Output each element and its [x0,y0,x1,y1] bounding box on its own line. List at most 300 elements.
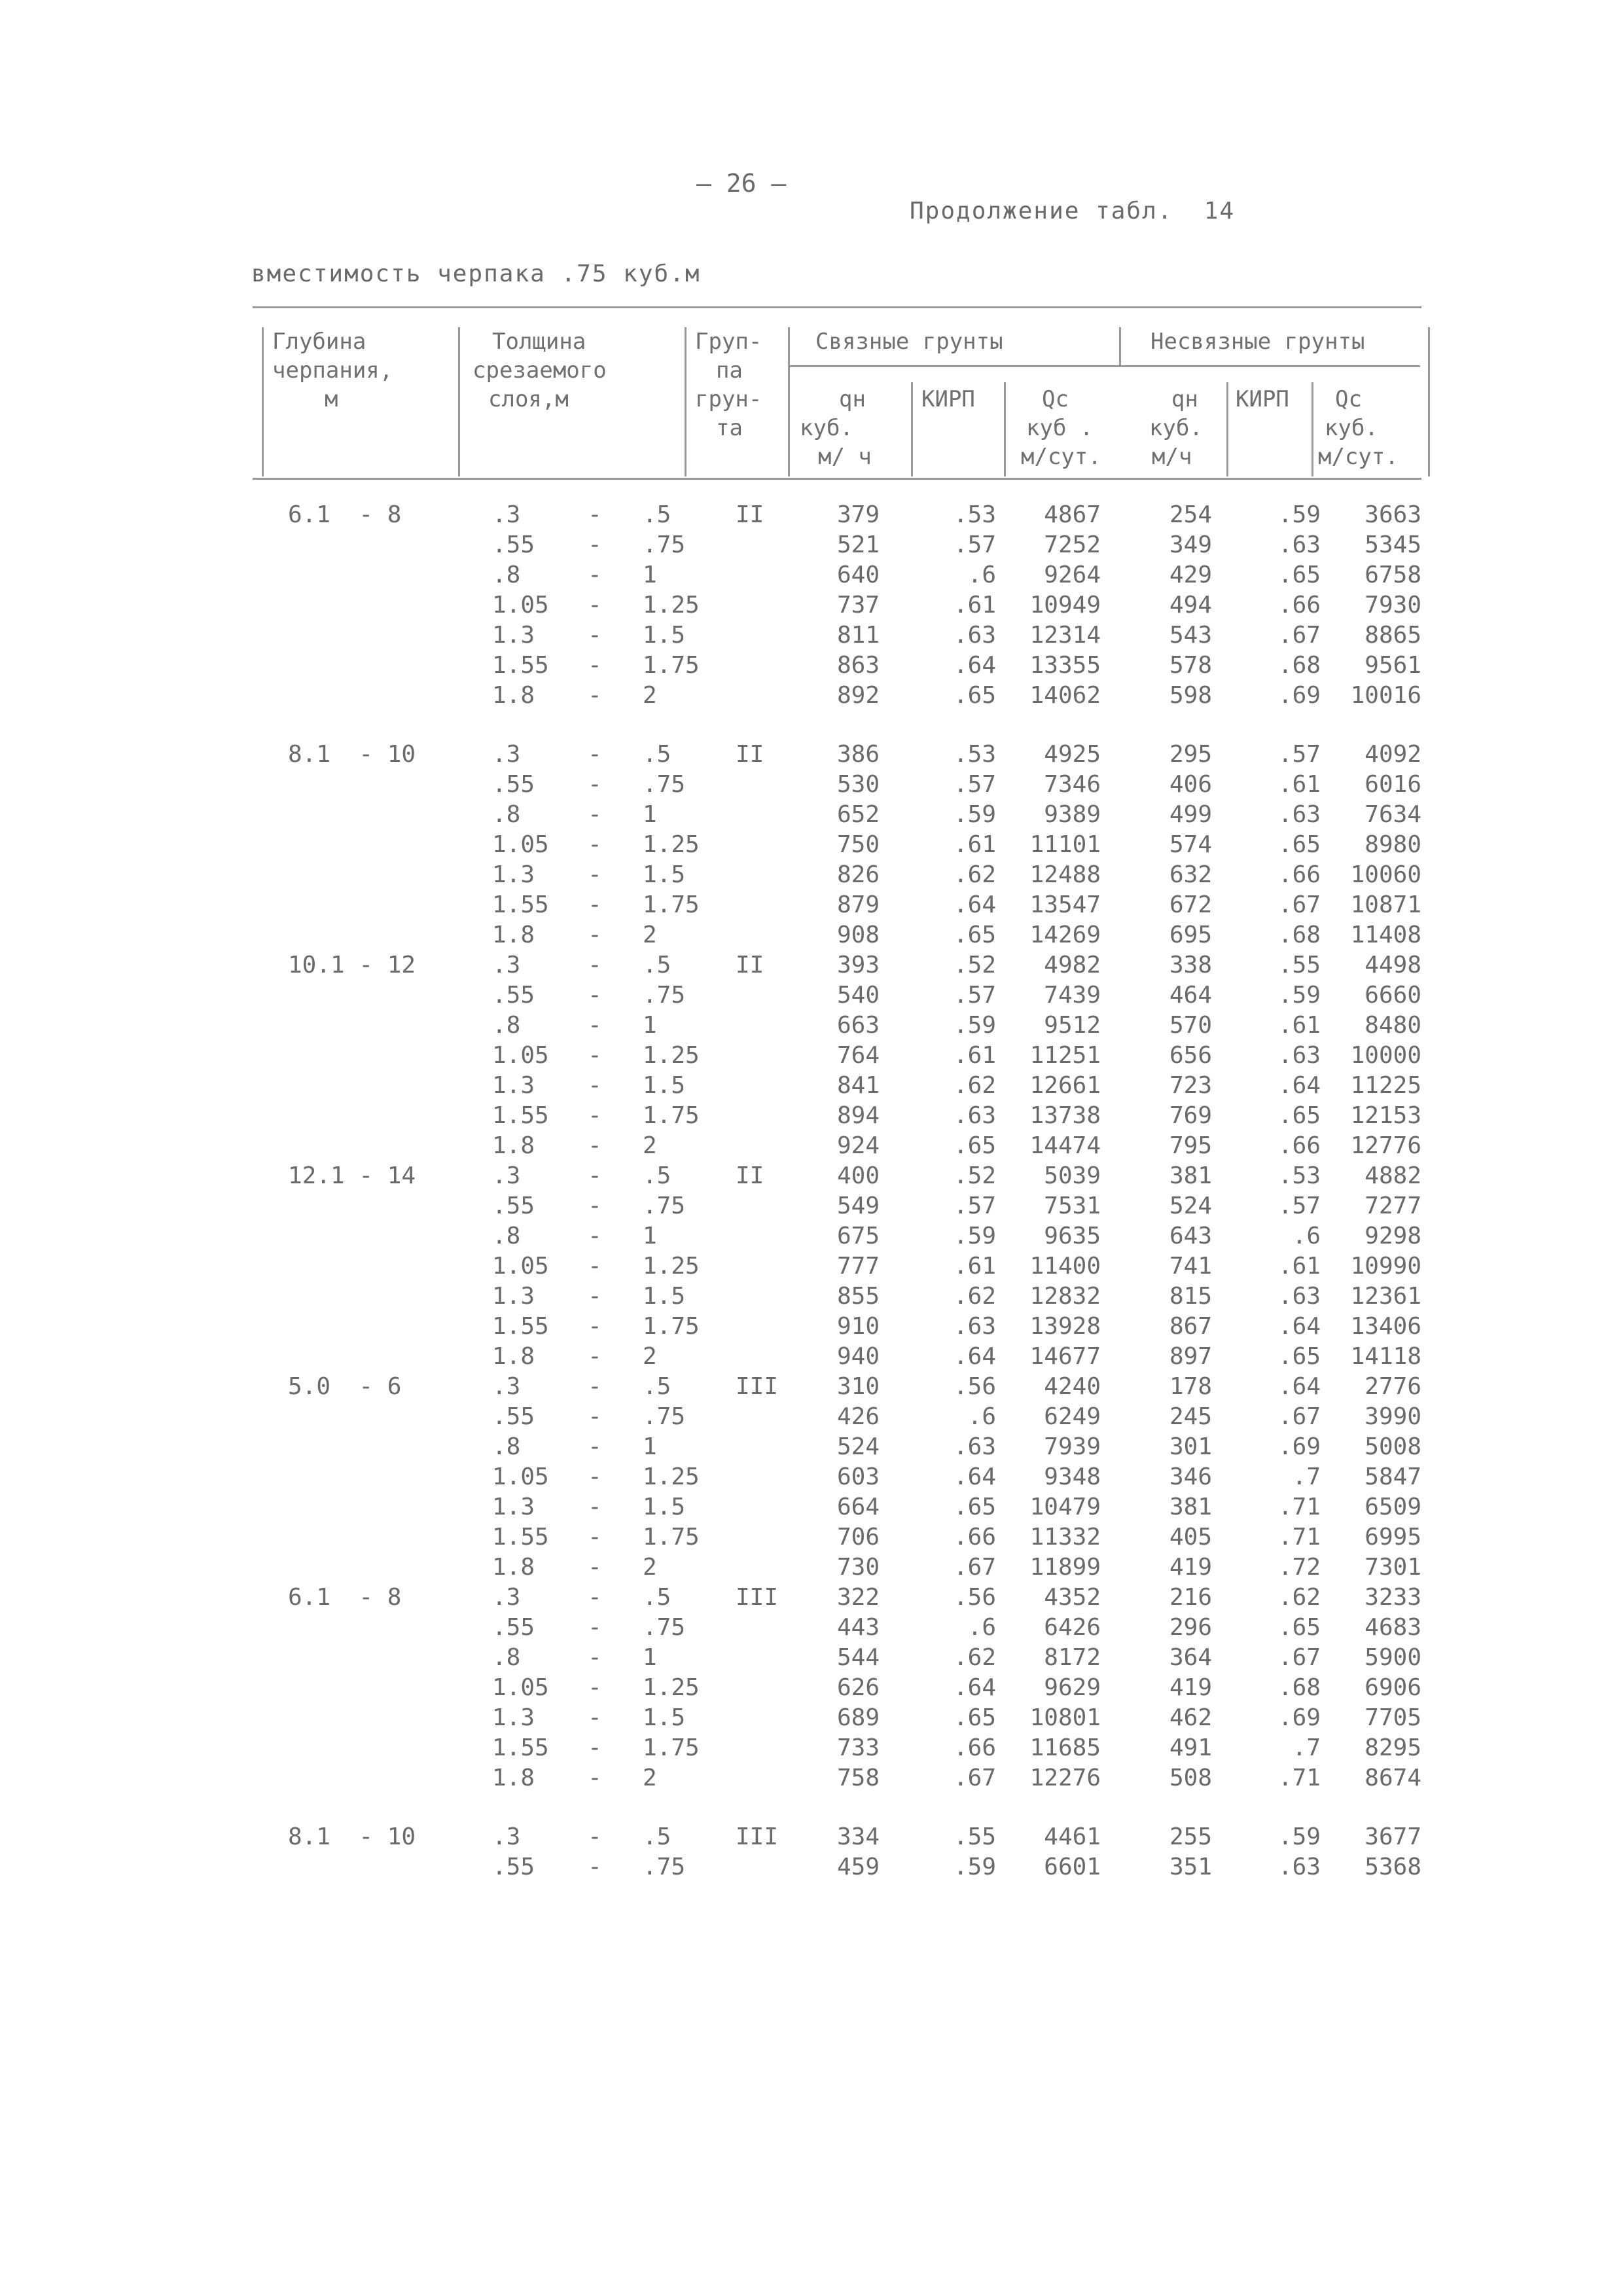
cell-qn2: 494 [1169,592,1212,619]
cell-to: .5 [643,1162,671,1189]
cell-qc1: 7346 [1044,771,1101,798]
cell-qc1: 7939 [1044,1433,1101,1460]
cell-from: 1.05 [492,1042,549,1069]
cell-qn1: 733 [836,1734,880,1761]
cell-depth: 10.1 - 12 [288,952,416,978]
cell-dash: - [588,1072,602,1099]
cell-qc1: 9264 [1044,562,1101,588]
cell-kirp2: .55 [1277,952,1321,978]
cell-kirp1: .55 [953,1823,996,1850]
cell-qc2: 5368 [1364,1854,1421,1880]
header-group-line1: Груп- [695,329,762,355]
cell-qn1: 730 [836,1554,880,1581]
cell-from: 1.8 [492,682,535,709]
cell-to: .5 [643,501,671,528]
cell-qc2: 12153 [1350,1102,1421,1129]
cell-qc1: 7252 [1044,531,1101,558]
cell-kirp1: .63 [953,622,996,649]
cell-kirp1: .59 [953,1223,996,1249]
cell-qc2: 10990 [1350,1253,1421,1280]
cell-qn1: 737 [836,592,880,619]
cell-kirp1: .62 [953,861,996,888]
table-row [0,1463,1623,1494]
cell-qc2: 9298 [1364,1223,1421,1249]
cell-kirp2: .64 [1277,1373,1321,1400]
cell-qn2: 656 [1169,1042,1212,1069]
cell-dash: - [588,531,602,558]
cell-from: 1.3 [492,1704,535,1731]
cell-dash: - [588,1734,602,1761]
cell-dash: - [588,1674,602,1701]
cell-group: III [736,1823,779,1850]
cell-qn2: 338 [1169,952,1212,978]
cell-qn2: 578 [1169,652,1212,679]
cell-from: .55 [492,1403,535,1430]
cell-dash: - [588,1343,602,1370]
cell-qc2: 14118 [1350,1343,1421,1370]
cell-to: .75 [643,982,686,1009]
cell-dash: - [588,1554,602,1581]
cell-qn2: 795 [1169,1132,1212,1159]
cell-kirp2: .59 [1277,982,1321,1009]
table-row [0,1734,1623,1765]
cell-qn2: 570 [1169,1012,1212,1039]
cell-dash: - [588,831,602,858]
table-row [0,562,1623,592]
cell-qn1: 443 [836,1614,880,1641]
cell-qc1: 14269 [1029,922,1101,948]
cell-kirp2: .67 [1277,622,1321,649]
cell-qc1: 12488 [1029,861,1101,888]
cell-qc2: 3663 [1364,501,1421,528]
cell-dash: - [588,1102,602,1129]
table-row [0,922,1623,952]
cell-dash: - [588,952,602,978]
cell-qn2: 429 [1169,562,1212,588]
header-depth-line3: м [325,386,338,412]
cell-kirp1: .57 [953,1193,996,1219]
cell-qn2: 598 [1169,682,1212,709]
cell-qc1: 13928 [1029,1313,1101,1340]
cell-kirp2: .66 [1277,1132,1321,1159]
cell-from: .3 [492,741,521,768]
header-qn1-line3: м/ ч [818,444,872,470]
cell-from: 1.55 [492,652,549,679]
table-row [0,1584,1623,1614]
cell-from: 1.8 [492,1132,535,1159]
cell-qn1: 400 [836,1162,880,1189]
cell-qc1: 11101 [1029,831,1101,858]
cell-qc1: 7531 [1044,1193,1101,1219]
cell-kirp1: .61 [953,1253,996,1280]
cell-kirp2: .63 [1277,1283,1321,1310]
cell-qc2: 6016 [1364,771,1421,798]
cell-kirp1: .56 [953,1373,996,1400]
header-thickness-line3: слоя,м [488,386,569,412]
table-row [0,771,1623,801]
cell-qc1: 12832 [1029,1283,1101,1310]
cell-qn2: 897 [1169,1343,1212,1370]
table-row [0,1102,1623,1132]
cell-qn1: 322 [836,1584,880,1611]
cell-qc1: 14474 [1029,1132,1101,1159]
cell-qn1: 459 [836,1854,880,1880]
cell-kirp2: .68 [1277,652,1321,679]
cell-qc2: 12776 [1350,1132,1421,1159]
cell-qc2: 10871 [1350,891,1421,918]
cell-qc1: 4461 [1044,1823,1101,1850]
cell-qn1: 706 [836,1524,880,1551]
cell-kirp1: .64 [953,1343,996,1370]
table-row [0,1132,1623,1162]
cell-qc1: 10479 [1029,1494,1101,1520]
cell-depth: 12.1 - 14 [288,1162,416,1189]
cell-qn2: 574 [1169,831,1212,858]
cell-dash: - [588,501,602,528]
cell-qn2: 419 [1169,1674,1212,1701]
cell-from: 1.8 [492,1343,535,1370]
cell-kirp2: .69 [1277,682,1321,709]
cell-kirp2: .63 [1277,531,1321,558]
cell-qc1: 4352 [1044,1584,1101,1611]
cell-dash: - [588,1644,602,1671]
cell-to: 1 [643,562,657,588]
cell-qc2: 6995 [1364,1524,1421,1551]
cell-dash: - [588,682,602,709]
cell-to: 1 [643,1012,657,1039]
cell-to: 1.75 [643,891,700,918]
cell-dash: - [588,1223,602,1249]
cell-from: 1.55 [492,1524,549,1551]
cell-from: .55 [492,771,535,798]
table-row [0,891,1623,922]
cell-qn1: 334 [836,1823,880,1850]
cell-dash: - [588,1765,602,1791]
cell-from: 1.05 [492,831,549,858]
table-row [0,952,1623,982]
cell-to: 2 [643,1765,657,1791]
cell-kirp2: .65 [1277,831,1321,858]
cell-kirp1: .64 [953,1463,996,1490]
cell-from: 1.3 [492,1494,535,1520]
table-continuation-title: Продолжение табл. 14 [910,198,1236,224]
cell-qc1: 4925 [1044,741,1101,768]
table-row [0,1494,1623,1524]
cell-qn2: 216 [1169,1584,1212,1611]
table-row [0,801,1623,831]
cell-kirp1: .57 [953,771,996,798]
table-row [0,1644,1623,1674]
cell-kirp1: .53 [953,741,996,768]
cell-kirp2: .67 [1277,1644,1321,1671]
cell-kirp2: .64 [1277,1313,1321,1340]
cell-dash: - [588,1524,602,1551]
cell-kirp2: .68 [1277,1674,1321,1701]
cell-to: .75 [643,531,686,558]
cell-to: 1 [643,1644,657,1671]
cell-qn1: 758 [836,1765,880,1791]
cell-kirp1: .62 [953,1644,996,1671]
cell-dash: - [588,1253,602,1280]
cell-qn1: 663 [836,1012,880,1039]
cell-qn1: 879 [836,891,880,918]
header-depth-line1: Глубина [272,329,366,355]
cell-qn2: 815 [1169,1283,1212,1310]
cell-qn2: 643 [1169,1223,1212,1249]
cell-from: .55 [492,531,535,558]
cell-qn2: 491 [1169,1734,1212,1761]
table-row [0,1524,1623,1554]
cell-qn1: 379 [836,501,880,528]
cell-qc2: 8980 [1364,831,1421,858]
cell-group: II [736,741,764,768]
cell-dash: - [588,861,602,888]
cell-qn2: 346 [1169,1463,1212,1490]
cell-qn2: 543 [1169,622,1212,649]
cell-qn1: 940 [836,1343,880,1370]
cell-qn2: 255 [1169,1823,1212,1850]
cell-qn2: 406 [1169,771,1212,798]
cell-dash: - [588,1042,602,1069]
cell-to: 1.5 [643,1704,686,1731]
cell-qn1: 811 [836,622,880,649]
header-qc2-line3: м/сут. [1318,444,1399,470]
header-qn2-line1: qн [1171,386,1198,412]
cell-kirp2: .57 [1277,1193,1321,1219]
cell-qc1: 13738 [1029,1102,1101,1129]
cell-to: 1.75 [643,1313,700,1340]
cell-qc2: 4498 [1364,952,1421,978]
cell-qc2: 5847 [1364,1463,1421,1490]
cell-qc2: 5008 [1364,1433,1421,1460]
cell-kirp1: .65 [953,1494,996,1520]
cell-qc1: 4867 [1044,501,1101,528]
bucket-capacity-caption: вместимость черпака .75 куб.м [251,260,701,287]
cell-kirp2: .61 [1277,771,1321,798]
header-kirp1: КИРП [921,386,975,412]
cell-qc1: 12661 [1029,1072,1101,1099]
cell-qn2: 695 [1169,922,1212,948]
table-row [0,1433,1623,1463]
cell-qn2: 364 [1169,1644,1212,1671]
cell-from: .3 [492,952,521,978]
cell-to: .75 [643,771,686,798]
cell-from: .55 [492,982,535,1009]
cell-kirp1: .6 [967,1403,996,1430]
cell-qc1: 11899 [1029,1554,1101,1581]
table-row [0,982,1623,1012]
table-row [0,1554,1623,1584]
table-row [0,1614,1623,1644]
cell-to: .5 [643,952,671,978]
cell-qn2: 381 [1169,1494,1212,1520]
cell-qc1: 13547 [1029,891,1101,918]
header-qc1-line1: Qс [1042,386,1069,412]
cell-kirp2: .65 [1277,1102,1321,1129]
cell-from: 1.55 [492,1102,549,1129]
cell-from: .8 [492,1012,521,1039]
cell-qn1: 521 [836,531,880,558]
cell-from: 1.8 [492,1554,535,1581]
cell-qc1: 6601 [1044,1854,1101,1880]
cell-from: 1.05 [492,1253,549,1280]
cell-dash: - [588,1012,602,1039]
cell-qc2: 10060 [1350,861,1421,888]
cell-qc1: 8172 [1044,1644,1101,1671]
cell-dash: - [588,801,602,828]
cell-dash: - [588,1854,602,1880]
cell-qc1: 7439 [1044,982,1101,1009]
cell-dash: - [588,741,602,768]
cell-kirp1: .57 [953,982,996,1009]
table-row [0,741,1623,771]
cell-kirp1: .6 [967,1614,996,1641]
cell-qc2: 4882 [1364,1162,1421,1189]
cell-to: .75 [643,1614,686,1641]
cell-qc2: 6660 [1364,982,1421,1009]
cell-to: 2 [643,1343,657,1370]
cell-kirp2: .69 [1277,1704,1321,1731]
cell-qn2: 672 [1169,891,1212,918]
cell-qc1: 14677 [1029,1343,1101,1370]
cell-qc1: 11400 [1029,1253,1101,1280]
cell-qn1: 863 [836,652,880,679]
cell-to: 1 [643,1223,657,1249]
table-row [0,831,1623,861]
cell-qc1: 10949 [1029,592,1101,619]
cell-group: III [736,1584,779,1611]
cell-depth: 6.1 - 8 [288,1584,402,1611]
cell-kirp2: .7 [1292,1734,1321,1761]
header-cohesive-soils: Связные грунты [815,329,1003,355]
cell-qn2: 867 [1169,1313,1212,1340]
cell-qn1: 652 [836,801,880,828]
cell-to: 1 [643,801,657,828]
table-row [0,622,1623,652]
cell-qc1: 4982 [1044,952,1101,978]
cell-kirp1: .61 [953,1042,996,1069]
cell-kirp2: .65 [1277,562,1321,588]
header-qn1-line1: qн [839,386,866,412]
cell-qn2: 349 [1169,531,1212,558]
cell-kirp1: .61 [953,592,996,619]
cell-qn2: 464 [1169,982,1212,1009]
cell-from: .55 [492,1854,535,1880]
cell-qc1: 9389 [1044,801,1101,828]
cell-from: .8 [492,562,521,588]
cell-kirp1: .61 [953,831,996,858]
cell-depth: 6.1 - 8 [288,501,402,528]
cell-from: .3 [492,1373,521,1400]
cell-group: II [736,501,764,528]
cell-qc1: 6426 [1044,1614,1101,1641]
cell-to: 1.25 [643,831,700,858]
cell-dash: - [588,1614,602,1641]
cell-qn1: 750 [836,831,880,858]
table-row [0,1162,1623,1193]
cell-to: .75 [643,1854,686,1880]
cell-qc1: 9629 [1044,1674,1101,1701]
cell-qc2: 7634 [1364,801,1421,828]
cell-from: .8 [492,1223,521,1249]
cell-from: 1.3 [492,1283,535,1310]
cell-from: 1.05 [492,1463,549,1490]
cell-dash: - [588,1704,602,1731]
cell-dash: - [588,771,602,798]
cell-dash: - [588,1403,602,1430]
cell-qn1: 603 [836,1463,880,1490]
cell-qc2: 11225 [1350,1072,1421,1099]
cell-qn1: 426 [836,1403,880,1430]
cell-qn2: 632 [1169,861,1212,888]
cell-kirp1: .62 [953,1072,996,1099]
table-row [0,1253,1623,1283]
cell-kirp1: .63 [953,1313,996,1340]
cell-qn1: 855 [836,1283,880,1310]
cell-from: 1.55 [492,891,549,918]
cell-qn1: 689 [836,1704,880,1731]
cell-qn2: 741 [1169,1253,1212,1280]
cell-from: .8 [492,1644,521,1671]
cell-kirp2: .65 [1277,1343,1321,1370]
table-row [0,1823,1623,1854]
cell-qc1: 6249 [1044,1403,1101,1430]
cell-qc1: 9348 [1044,1463,1101,1490]
cell-dash: - [588,1823,602,1850]
cell-to: 1.75 [643,1734,700,1761]
table-row [0,1765,1623,1795]
cell-qc2: 4092 [1364,741,1421,768]
cell-kirp2: .7 [1292,1463,1321,1490]
cell-from: .55 [492,1193,535,1219]
cell-to: .5 [643,1584,671,1611]
table-row [0,1313,1623,1343]
header-qc2-line1: Qс [1335,386,1362,412]
cell-qn1: 894 [836,1102,880,1129]
cell-from: 1.55 [492,1734,549,1761]
cell-to: 2 [643,922,657,948]
cell-qn1: 892 [836,682,880,709]
header-group-line3: грун- [695,386,762,412]
cell-to: .75 [643,1403,686,1430]
cell-qn2: 381 [1169,1162,1212,1189]
cell-qn1: 640 [836,562,880,588]
cell-kirp1: .6 [967,562,996,588]
table-row [0,1343,1623,1373]
cell-from: 1.8 [492,1765,535,1791]
cell-qn2: 178 [1169,1373,1212,1400]
cell-from: .55 [492,1614,535,1641]
cell-dash: - [588,1463,602,1490]
cell-kirp2: .62 [1277,1584,1321,1611]
cell-to: 1.25 [643,1674,700,1701]
cell-qn1: 777 [836,1253,880,1280]
cell-kirp2: .61 [1277,1253,1321,1280]
cell-qn1: 386 [836,741,880,768]
cell-to: 1.5 [643,1494,686,1520]
cell-dash: - [588,1162,602,1189]
cell-to: 1.5 [643,622,686,649]
cell-kirp1: .53 [953,501,996,528]
cell-kirp1: .59 [953,1854,996,1880]
cell-dash: - [588,1584,602,1611]
cell-qn1: 540 [836,982,880,1009]
cell-kirp2: .71 [1277,1494,1321,1520]
page-number: – 26 – [696,169,787,198]
cell-qc2: 8674 [1364,1765,1421,1791]
header-group-line2: па [716,357,743,384]
cell-qc2: 11408 [1350,922,1421,948]
